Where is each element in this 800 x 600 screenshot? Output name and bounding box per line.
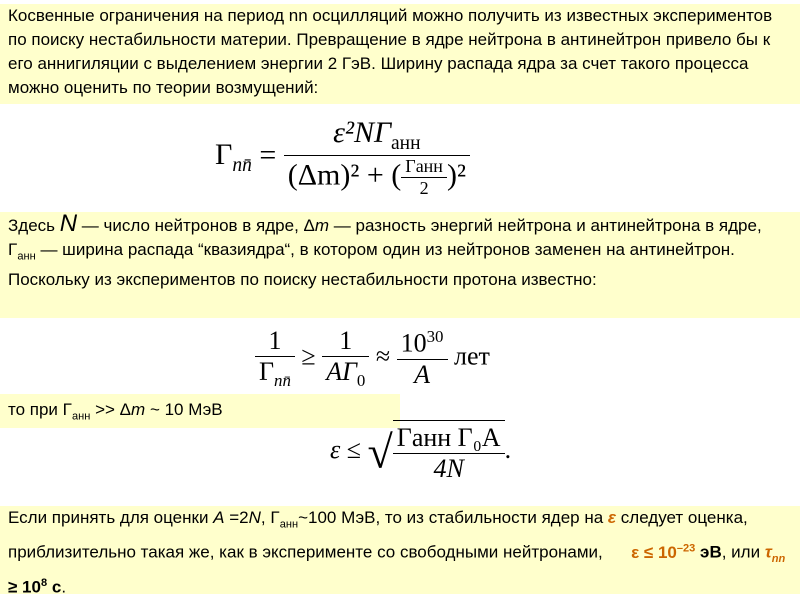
epsilon-result: $\varepsilon \le 10^{-23}$ <box>631 542 696 563</box>
tau-result: τ <box>764 543 772 563</box>
explanation-paragraph: Здесь N — число нейтронов в ядре, Δm — разность энергий нейтрона и антинейтрона в ядре, $\Gamma_{анн}$ — ширина распада “квазиядра“, в котором один из нейтронов заменен на антинейтрон. Поскольку из экспериментов по поиску нестабильности протона известно: <box>0 212 800 318</box>
condition-line: то при $\Gamma_{анн} >> \Delta m$ ~ 10 МэВ <box>0 394 400 428</box>
epsilon-bound-formula: ε ≤ √ $\frac{\text{Γанн Γ₀A}}{4N}$ . <box>330 420 511 484</box>
main-fraction <box>284 116 470 199</box>
lifetime-inequality: $\frac{1}{\Gamma_{nn̄}}$ ≥ $\frac{1}{A\Gamma_0}$ ≈ $\frac{10^{30}}{A}$ лет <box>255 326 490 391</box>
gamma-nn: $\Gamma_{nn̄}$ <box>215 138 252 177</box>
conclusion-paragraph: Если принять для оценки A =2N, $\Gamma_{анн}\sim 100$ МэВ, то из стабильности ядер на ε следует оценка, приблизительно такая же, как в эксперименте со свободными нейтронами, $\varepsilon \le 10^{-23}$ эВ, или $\tau_{nn} \ge 10^8$ с. <box>0 506 800 594</box>
fraction-denominator: (Δm)² + ( $\frac{\text{Γанн}}{2}$ )² <box>287 156 466 198</box>
intro-paragraph <box>0 4 800 104</box>
equals-sign: = <box>259 138 277 172</box>
width-formula <box>215 116 470 199</box>
intro-text: Косвенные ограничения на период nn осцилляций можно получить из известных экспериментов по поиску нестабильности материи. Превращение в ядре нейтрона в антинейтрон привело бы к его аннигиляции с выделением энергии 2 ГэВ. Ширину распада ядра за счет такого процесса можно оценить по теории возмущений: <box>8 6 773 97</box>
fraction-numerator: $\varepsilon^2N\Gamma_{анн}$ <box>333 116 421 154</box>
